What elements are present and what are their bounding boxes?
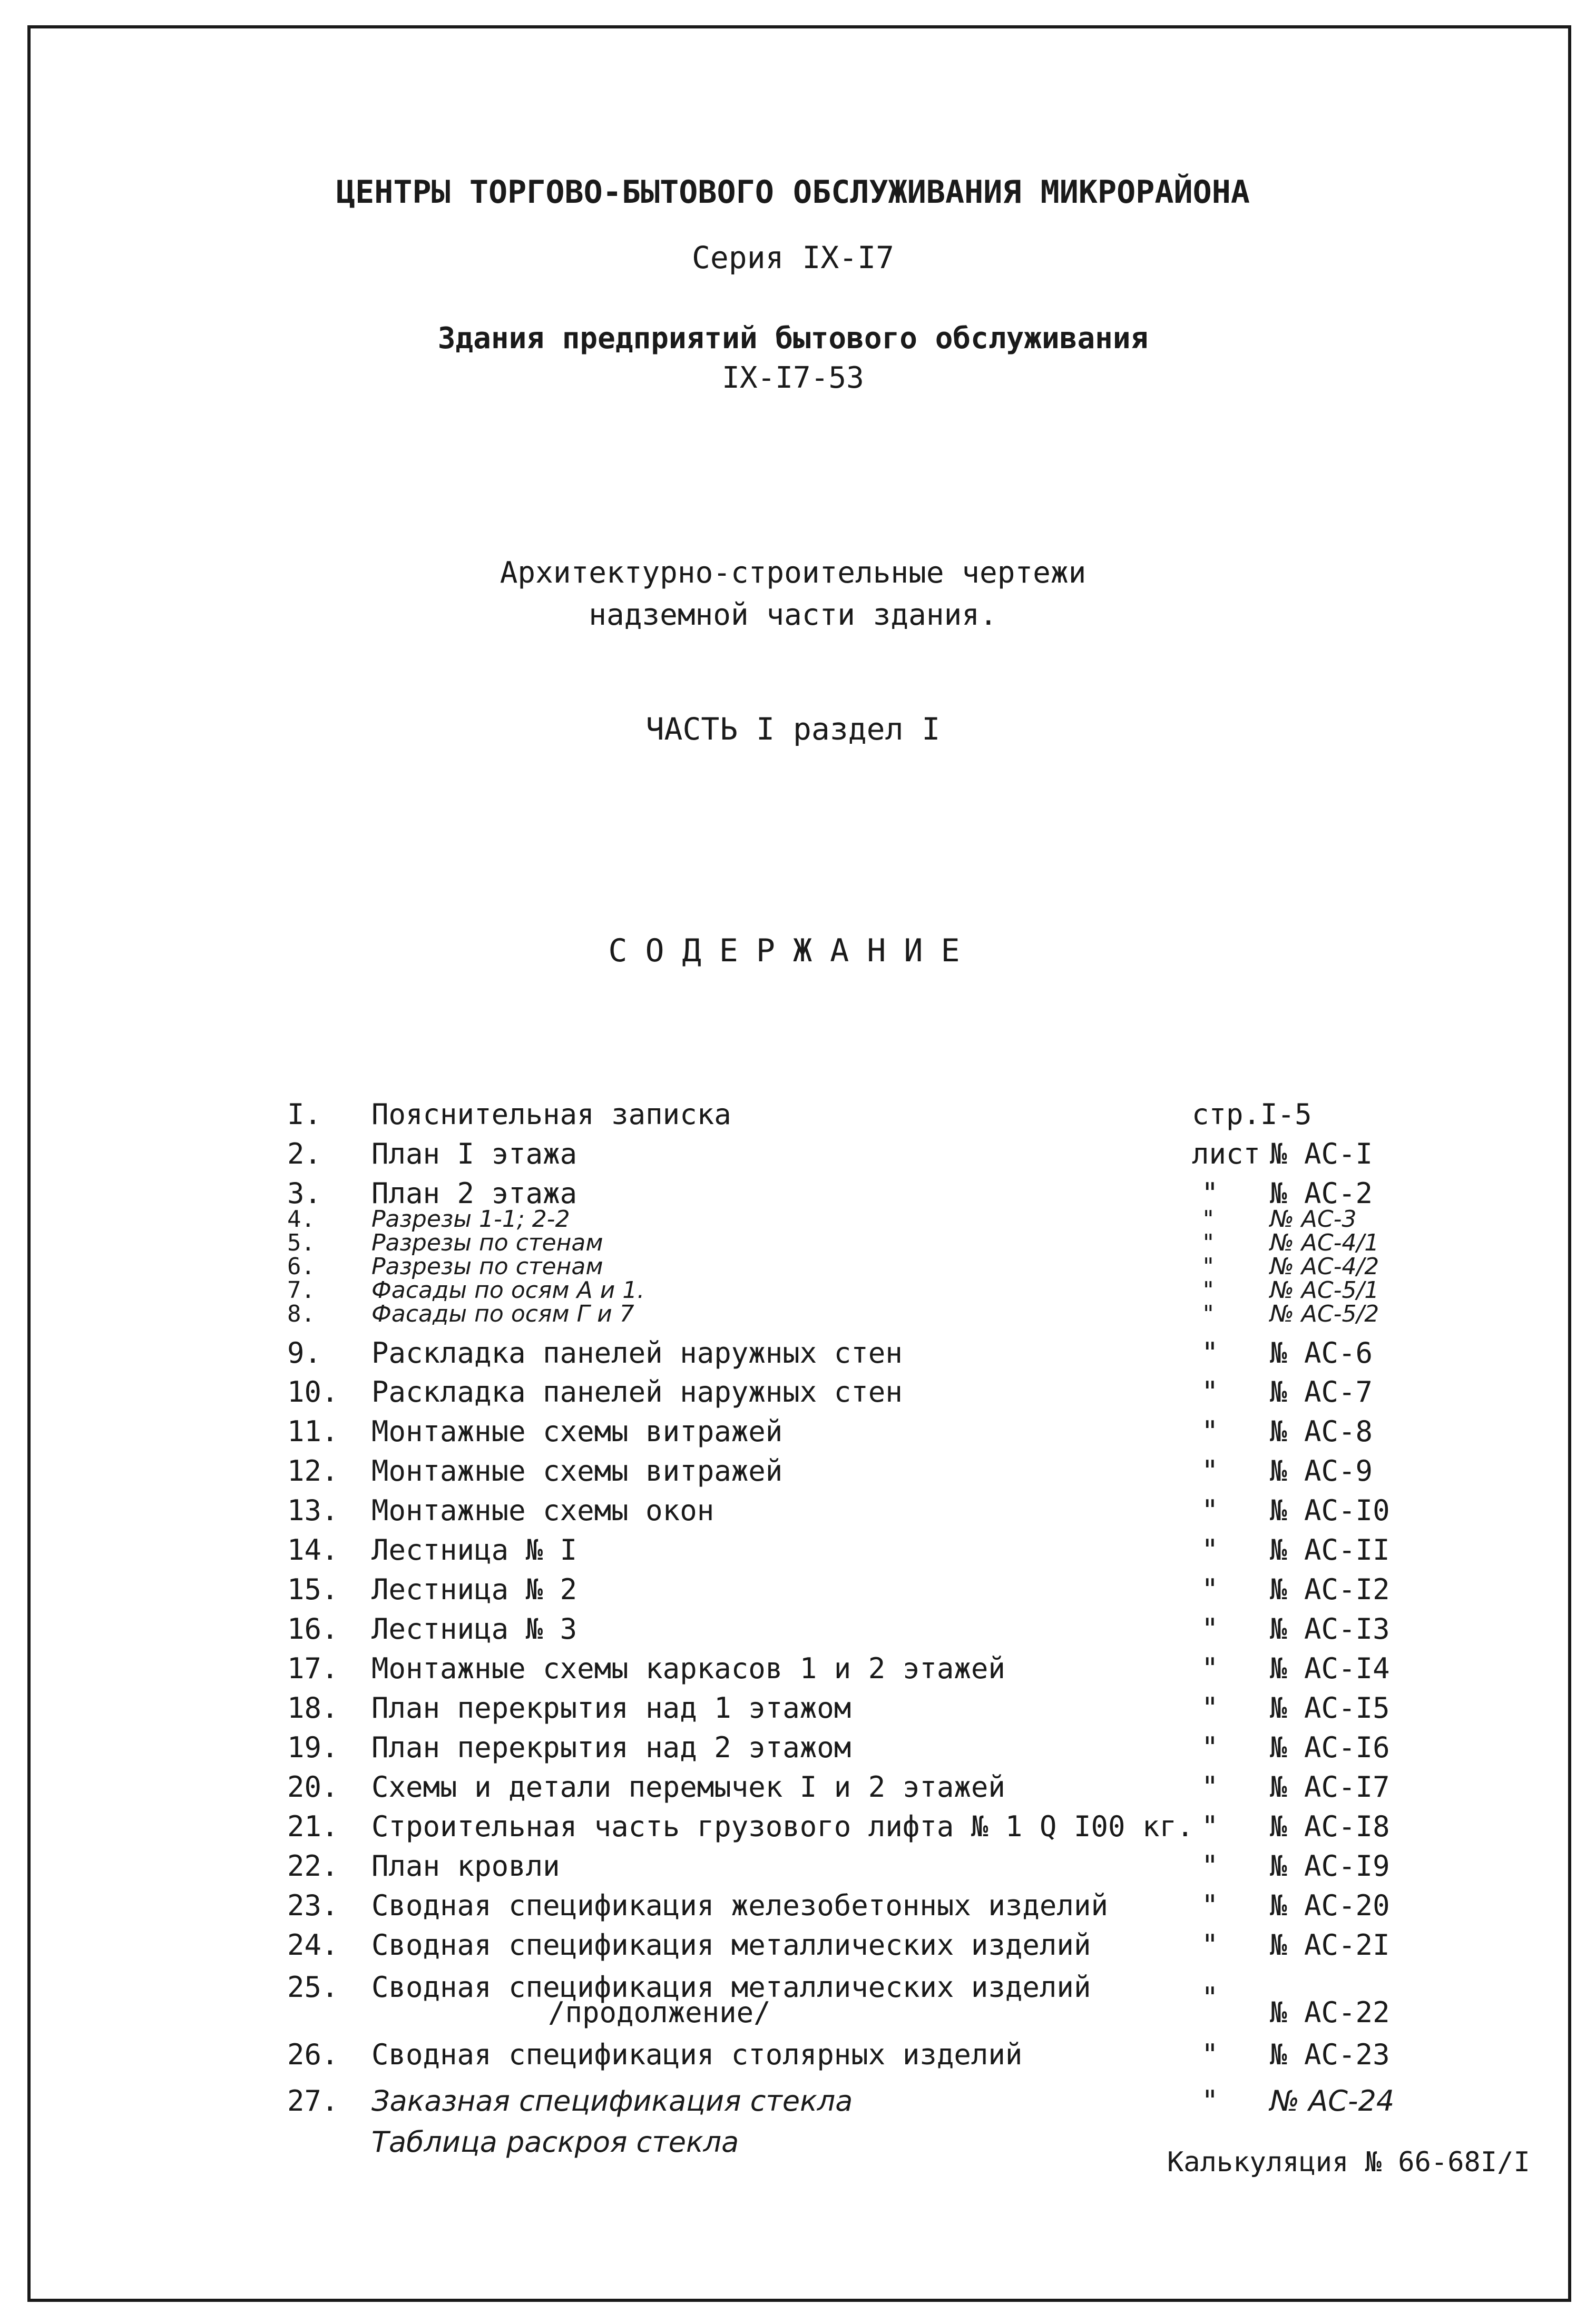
toc-title: План I этажа xyxy=(371,1137,577,1170)
toc-sheet-code: № АС-4/1 xyxy=(1270,1229,1379,1256)
toc-sheet-code: № АС-8 xyxy=(1270,1415,1373,1448)
toc-number: 3. xyxy=(287,1177,322,1210)
toc-sheet-code: № АС-24 xyxy=(1270,2084,1395,2118)
toc-title: Монтажные схемы каркасов 1 и 2 этажей xyxy=(371,1652,1005,1685)
toc-number: 24. xyxy=(287,1928,339,1962)
toc-ditto: " xyxy=(1201,1301,1216,1327)
subject-line-1: Архитектурно-строительные чертежи xyxy=(500,556,1086,590)
toc-title: Монтажные схемы окон xyxy=(371,1494,714,1527)
toc-ditto: " xyxy=(1201,1177,1219,1210)
toc-ditto: " xyxy=(1201,1652,1219,1685)
toc-number: 14. xyxy=(287,1533,339,1567)
toc-number: 5. xyxy=(287,1229,315,1256)
toc-sheet-code: № АС-I2 xyxy=(1270,1573,1390,1606)
series-label: Серия IX-I7 xyxy=(691,240,895,275)
toc-number: 18. xyxy=(287,1691,339,1725)
toc-ditto: " xyxy=(1201,2084,1219,2118)
toc-sheet-code: № АС-I8 xyxy=(1270,1810,1390,1843)
toc-number: 17. xyxy=(287,1652,339,1685)
toc-number: 7. xyxy=(287,1277,315,1304)
toc-ditto: " xyxy=(1201,1691,1219,1725)
toc-title: Раскладка панелей наружных стен xyxy=(371,1336,903,1370)
toc-sheet-code: № АС-5/2 xyxy=(1270,1301,1379,1327)
toc-title: Разрезы по стенам xyxy=(371,1253,603,1280)
toc-sheet-code: № АС-3 xyxy=(1270,1206,1357,1233)
toc-sheet-code: № АС-I3 xyxy=(1270,1612,1390,1646)
toc-number: 27. xyxy=(287,2084,339,2118)
toc-title: Сводная спецификация металлических изделий xyxy=(371,1971,1091,2004)
toc-sheet-code: № АС-II xyxy=(1270,1533,1390,1567)
toc-sheet-code: № АС-22 xyxy=(1270,1996,1390,2029)
toc-title: Фасады по осям Г и 7 xyxy=(371,1301,634,1327)
toc-sheet-code: № АС-7 xyxy=(1270,1375,1373,1409)
toc-ditto: " xyxy=(1201,1415,1219,1448)
toc-title: План перекрытия над 2 этажом xyxy=(371,1731,851,1764)
toc-title: Разрезы по стенам xyxy=(371,1229,603,1256)
toc-title: Заказная спецификация стекла xyxy=(371,2084,853,2118)
toc-title: Раскладка панелей наружных стен xyxy=(371,1375,903,1409)
part-section: ЧАСТЬ I раздел I xyxy=(645,711,941,747)
contents-heading: СОДЕРЖАНИЕ xyxy=(608,932,978,969)
toc-page: лист xyxy=(1192,1137,1261,1170)
toc-number: 16. xyxy=(287,1612,339,1646)
toc-title: Строительная часть грузового лифта № 1 Q I00 кг. xyxy=(371,1810,1194,1843)
toc-ditto: " xyxy=(1201,1981,1219,2014)
toc-title: План перекрытия над 1 этажом xyxy=(371,1691,851,1725)
toc-ditto: " xyxy=(1201,1731,1219,1764)
toc-ditto: " xyxy=(1201,1810,1219,1843)
toc-title: Схемы и детали перемычек I и 2 этажей xyxy=(371,1770,1005,1804)
calculation-number: Калькуляция № 66-68I/I xyxy=(1167,2146,1530,2178)
toc-page: стр.I-5 xyxy=(1192,1098,1312,1131)
toc-number: 20. xyxy=(287,1770,339,1804)
toc-number: I. xyxy=(287,1098,322,1131)
toc-ditto: " xyxy=(1201,2038,1219,2071)
toc-ditto: " xyxy=(1201,1229,1216,1256)
toc-title: Пояснительная записка xyxy=(371,1098,731,1131)
toc-sheet-code: № АС-I4 xyxy=(1270,1652,1390,1685)
toc-title: Сводная спецификация столярных изделий xyxy=(371,2038,1023,2071)
toc-title: Лестница № I xyxy=(371,1533,577,1567)
toc-ditto: " xyxy=(1201,1375,1219,1409)
document-title: ЦЕНТРЫ ТОРГОВО-БЫТОВОГО ОБСЛУЖИВАНИЯ МИКРОРАЙОНА xyxy=(336,174,1250,211)
toc-sheet-code: № АС-23 xyxy=(1270,2038,1390,2071)
toc-number: 21. xyxy=(287,1810,339,1843)
toc-title: План кровли xyxy=(371,1849,560,1883)
toc-sheet-code: № АС-9 xyxy=(1270,1454,1373,1488)
toc-ditto: " xyxy=(1201,1928,1219,1962)
toc-title: Сводная спецификация железобетонных изделий xyxy=(371,1889,1108,1922)
toc-title: Монтажные схемы витражей xyxy=(371,1454,783,1488)
toc-sheet-code: № АС-I5 xyxy=(1270,1691,1390,1725)
toc-sheet-code: № АС-2 xyxy=(1270,1177,1373,1210)
toc-number: 2. xyxy=(287,1137,322,1170)
subject-line-2: надземной части здания. xyxy=(589,598,997,632)
toc-number: 9. xyxy=(287,1336,322,1370)
toc-ditto: " xyxy=(1201,1253,1216,1280)
toc-number: 15. xyxy=(287,1573,339,1606)
toc-title: Лестница № 2 xyxy=(371,1573,577,1606)
toc-ditto: " xyxy=(1201,1770,1219,1804)
toc-sheet-code: № АС-20 xyxy=(1270,1889,1390,1922)
toc-title: Разрезы 1-1; 2-2 xyxy=(371,1206,570,1233)
toc-number: 19. xyxy=(287,1731,339,1764)
toc-title-continuation: /продолжение/ xyxy=(548,1996,771,2029)
toc-number: 22. xyxy=(287,1849,339,1883)
toc-number: 8. xyxy=(287,1301,315,1327)
project-code: IX-I7-53 xyxy=(722,361,864,395)
toc-ditto: " xyxy=(1201,1454,1219,1488)
toc-title-continuation: Таблица раскроя стекла xyxy=(371,2125,739,2159)
toc-sheet-code: № АС-2I xyxy=(1270,1928,1390,1962)
toc-ditto: " xyxy=(1201,1206,1216,1233)
toc-title: Монтажные схемы витражей xyxy=(371,1415,783,1448)
toc-title: Фасады по осям А и 1. xyxy=(371,1277,645,1304)
toc-number: 4. xyxy=(287,1206,315,1233)
toc-ditto: " xyxy=(1201,1612,1219,1646)
toc-ditto: " xyxy=(1201,1849,1219,1883)
toc-sheet-code: № АС-6 xyxy=(1270,1336,1373,1370)
toc-ditto: " xyxy=(1201,1494,1219,1527)
toc-sheet-code: № АС-I0 xyxy=(1270,1494,1390,1527)
toc-sheet-code: № АС-I xyxy=(1270,1137,1373,1170)
toc-sheet-code: № АС-I7 xyxy=(1270,1770,1390,1804)
toc-ditto: " xyxy=(1201,1573,1219,1606)
toc-number: 10. xyxy=(287,1375,339,1409)
toc-sheet-code: № АС-I6 xyxy=(1270,1731,1390,1764)
building-type: Здания предприятий бытового обслуживания xyxy=(437,321,1149,356)
toc-number: 26. xyxy=(287,2038,339,2071)
toc-sheet-code: № АС-I9 xyxy=(1270,1849,1390,1883)
toc-number: 11. xyxy=(287,1415,339,1448)
toc-ditto: " xyxy=(1201,1889,1219,1922)
toc-number: 13. xyxy=(287,1494,339,1527)
toc-sheet-code: № АС-5/1 xyxy=(1270,1277,1379,1304)
toc-title: Сводная спецификация металлических изделий xyxy=(371,1928,1091,1962)
toc-number: 6. xyxy=(287,1253,315,1280)
toc-number: 25. xyxy=(287,1971,339,2004)
toc-number: 12. xyxy=(287,1454,339,1488)
toc-ditto: " xyxy=(1201,1277,1216,1304)
toc-ditto: " xyxy=(1201,1336,1219,1370)
toc-title: План 2 этажа xyxy=(371,1177,577,1210)
toc-sheet-code: № АС-4/2 xyxy=(1270,1253,1379,1280)
toc-number: 23. xyxy=(287,1889,339,1922)
toc-ditto: " xyxy=(1201,1533,1219,1567)
toc-title: Лестница № 3 xyxy=(371,1612,577,1646)
